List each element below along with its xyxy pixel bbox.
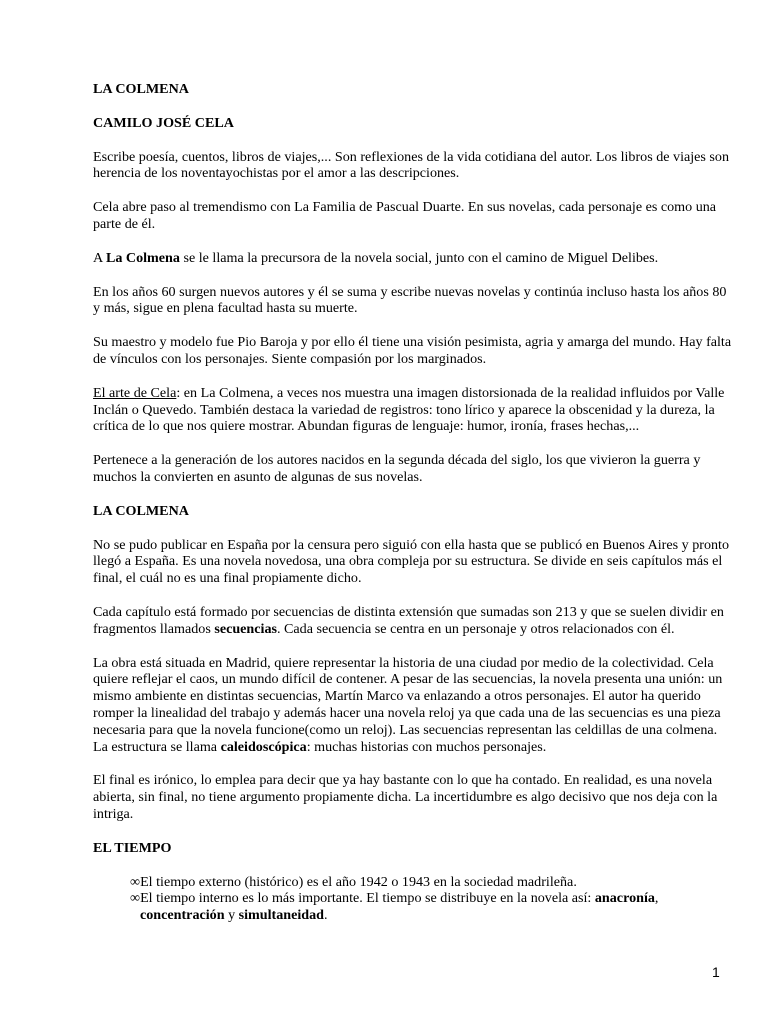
text-run: : muchas historias con muchos personajes. — [306, 738, 547, 755]
bold-text: La Colmena — [105, 249, 180, 266]
bold-text: caleidoscópica — [220, 738, 307, 755]
bold-text: anacronía — [594, 890, 655, 907]
text-run: y — [224, 907, 239, 924]
text-run: A — [93, 249, 106, 266]
paragraph-11: El final es irónico, lo emplea para decir que ya hay bastante con lo que ha contado. En realidad, es una novela abierta, sin final, no tiene argumento propiamente dicha. La incertidumbre es algo decisivo que nos deja con la intriga. — [93, 772, 718, 822]
bullet-list — [93, 874, 733, 924]
paragraph-1: Escribe poesía, cuentos, libros de viajes,... Son reflexiones de la vida cotidiana del autor. Los libros de viajes son herencia de los noventayochistas por el amor a las descripciones. — [93, 148, 730, 182]
text-run: El tiempo interno es lo más importante. El tiempo se distribuye en la novela así: — [140, 890, 595, 907]
text-run: . Cada secuencia se centra en un personaje y otros relacionados con él. — [276, 620, 675, 637]
page-number: 1 — [712, 964, 720, 980]
paragraph-6 — [93, 385, 733, 435]
underlined-text: El arte de Cela — [93, 384, 177, 401]
section-title-la-colmena: LA COLMENA — [93, 81, 189, 97]
paragraph-10 — [93, 655, 733, 756]
section-title-el-tiempo: EL TIEMPO — [93, 839, 172, 856]
text-run: . — [324, 907, 328, 924]
bold-text: secuencias — [214, 620, 277, 637]
text-run: La obra está situada en Madrid, quiere representar la historia de una ciudad por medio de la colectividad. Cela quiere reflejar el caos, un mundo difícil de contener. A pesar de las secuencias, la novela presenta una unión: un mismo ambiente en distintas secuencias, Martín Marco va enlazando a otros personajes. El autor ha querido romper la linealidad del trabajo y además hacer una novela reloj ya que cada una de las secuencias es una pieza necesaria para que la novela funcione(como un reloj). Las secuencias representan las celdillas de una colmena. La estructura se llama — [93, 654, 723, 755]
author-heading: CAMILO JOSÉ CELA — [93, 114, 234, 131]
text-run: se le llama la precursora de la novela social, junto con el camino de Miguel Delibes. — [179, 249, 659, 266]
text-run: Cada capítulo está formado por secuencias de distinta extensión que sumadas son 213 y que se suelen dividir en fragmentos llamados — [93, 603, 724, 637]
text-run: , — [654, 890, 659, 907]
text-run: : en La Colmena, a veces nos muestra una imagen distorsionada de la realidad influidos por Valle Inclán o Quevedo. También destaca la variedad de registros: tono lírico y aparece la obscenidad y la dureza, la crítica de lo que nos quiere mostrar. Abundan figuras de lenguaje: humor, ironía, frases hechas,... — [93, 384, 725, 435]
document-page — [93, 81, 733, 924]
paragraph-8: No se pudo publicar en España por la censura pero siguió con ella hasta que se publicó en Buenos Aires y pronto llegó a España. Es una novela novedosa, una obra compleja por su estructura. Se divide en seis capítulos más el final, el cuál no es una final propiamente dicho. — [93, 536, 730, 587]
section-title-la-colmena-2: LA COLMENA — [93, 502, 189, 519]
infinity-bullet-icon: ∞ — [130, 890, 141, 907]
bold-text: simultaneidad — [238, 907, 325, 924]
infinity-bullet-icon: ∞ — [130, 873, 141, 890]
paragraph-7: Pertenece a la generación de los autores nacidos en la segunda década del siglo, los que vivieron la guerra y muchos la convierten en asunto de algunas de sus novelas. — [93, 452, 701, 485]
paragraph-9 — [93, 604, 733, 638]
text-run: El tiempo externo (histórico) es el año 1942 o 1943 en la sociedad madrileña. — [140, 873, 577, 890]
bold-text: concentración — [140, 907, 225, 924]
list-item — [130, 874, 733, 891]
list-item — [130, 890, 733, 924]
paragraph-2: Cela abre paso al tremendismo con La Familia de Pascual Duarte. En sus novelas, cada personaje es como una parte de él. — [93, 199, 717, 232]
paragraph-4: En los años 60 surgen nuevos autores y él se suma y escribe nuevas novelas y continúa incluso hasta los años 80 y más, sigue en plena facultad hasta su muerte. — [93, 283, 727, 317]
paragraph-5: Su maestro y modelo fue Pio Baroja y por ello él tiene una visión pesimista, agria y amarga del mundo. Hay falta de vínculos con los personajes. Siente compasión por los marginados. — [93, 334, 732, 367]
paragraph-3 — [93, 250, 733, 267]
